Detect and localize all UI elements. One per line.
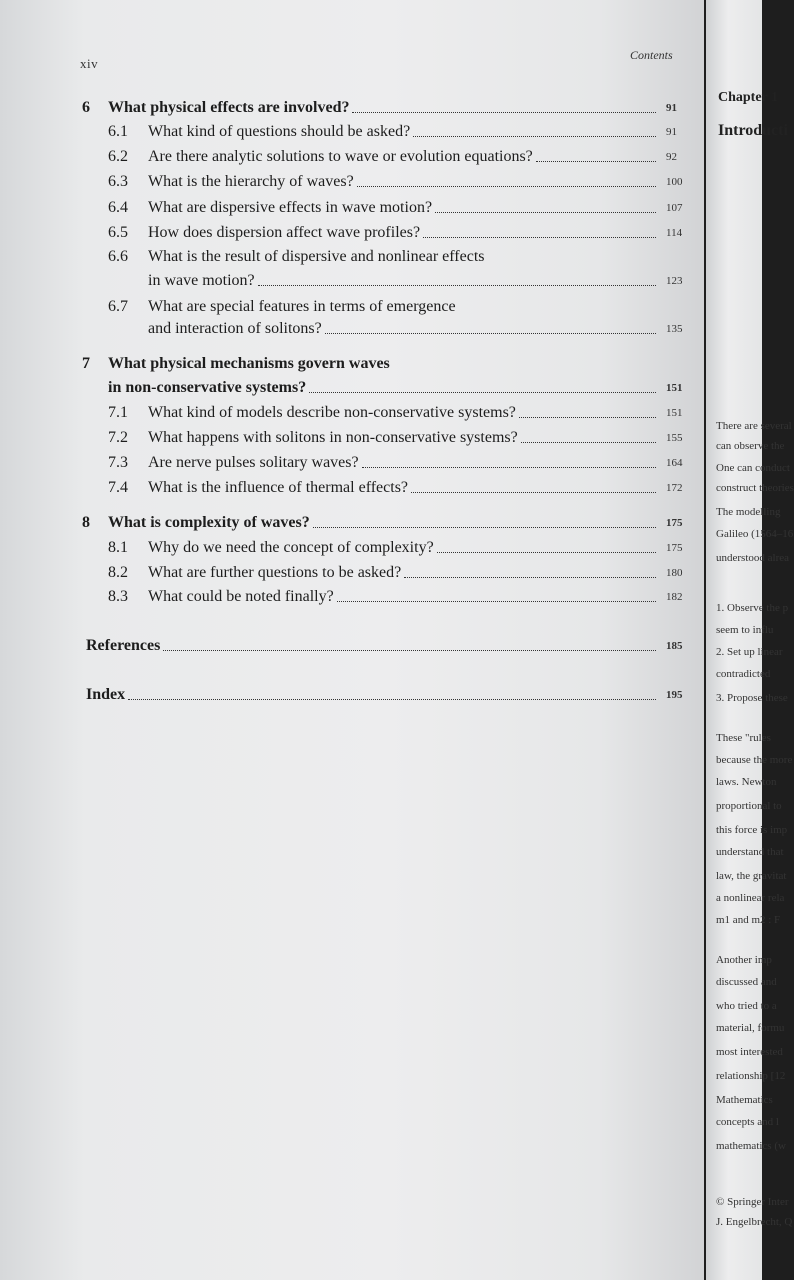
- leader-dots: [325, 318, 656, 334]
- right-page-line: concepts and l: [716, 1116, 779, 1128]
- toc-title-wrap: [86, 635, 662, 657]
- chapter-title: What is complexity of waves?: [108, 514, 310, 531]
- toc-title-wrap: [148, 427, 662, 449]
- toc-row[interactable]: [0, 296, 690, 318]
- leader-dots: [423, 222, 656, 238]
- right-page-line: law, the gravitat: [716, 870, 787, 882]
- right-page-line: relationship [12: [716, 1070, 786, 1082]
- toc-title-wrap: [86, 684, 662, 706]
- page-ref: 180: [666, 567, 683, 579]
- toc-row[interactable]: [0, 402, 690, 424]
- section-number: 6.6: [108, 248, 128, 265]
- leader-dots: [163, 635, 656, 651]
- page-ref: 100: [666, 176, 683, 188]
- page-ref: 151: [666, 382, 683, 394]
- page-ref: 151: [666, 407, 683, 419]
- right-page-line: These "rules: [716, 732, 771, 744]
- page-ref: 175: [666, 542, 683, 554]
- toc-title-wrap: [148, 270, 662, 292]
- chapter-number: 8: [82, 514, 90, 531]
- right-page-line: laws. Newton: [716, 776, 777, 788]
- toc-row-continuation[interactable]: [0, 270, 690, 292]
- section-title: What is the hierarchy of waves?: [148, 173, 354, 190]
- leader-dots: [357, 171, 656, 187]
- section-number: 7.4: [108, 479, 128, 496]
- toc-row[interactable]: [0, 452, 690, 474]
- right-page-line: a nonlinear rela: [716, 892, 785, 904]
- section-number: 6.7: [108, 298, 128, 315]
- page-number: xiv: [80, 56, 99, 71]
- page-ref: 185: [666, 640, 683, 652]
- toc-title-wrap: [148, 146, 662, 168]
- page-ref: 91: [666, 102, 677, 114]
- right-page-line: most interested: [716, 1046, 783, 1058]
- leader-dots: [313, 512, 656, 528]
- section-title: What kind of models describe non-conservative systems?: [148, 404, 516, 421]
- right-page-line: One can conduct: [716, 462, 790, 474]
- section-number: 6.3: [108, 173, 128, 190]
- section-number: 7.1: [108, 404, 128, 421]
- leader-dots: [435, 197, 656, 213]
- section-title: What kind of questions should be asked?: [148, 123, 411, 140]
- toc-row-continuation[interactable]: [0, 377, 690, 399]
- toc-row[interactable]: [0, 171, 690, 193]
- section-number: 8.1: [108, 539, 128, 556]
- section-title: What is the result of dispersive and nonlinear effects: [148, 248, 485, 265]
- right-page-line: construct theories: [716, 482, 794, 494]
- toc-title-wrap: [148, 562, 662, 584]
- toc-title-wrap: [108, 512, 662, 534]
- toc-title-wrap: [108, 97, 662, 119]
- toc-title-wrap: [148, 477, 662, 499]
- right-page-line: © Springer Inter: [716, 1196, 789, 1208]
- toc-title-wrap: [148, 246, 484, 268]
- right-page-line: Mathematics: [716, 1094, 773, 1106]
- right-page-line: m1 and m2 : F: [716, 914, 781, 926]
- toc-title-wrap: [148, 318, 662, 340]
- right-page-line: mathematics (w: [716, 1140, 786, 1152]
- toc-title-wrap: [148, 296, 456, 318]
- section-number: 8.2: [108, 564, 128, 581]
- toc-title-wrap: [148, 452, 662, 474]
- chapter-number: 7: [82, 355, 90, 372]
- page-ref: 195: [666, 689, 683, 701]
- toc-row[interactable]: [0, 562, 690, 584]
- toc-row[interactable]: [0, 512, 690, 534]
- right-page-line: 3. Propose these: [716, 692, 788, 704]
- right-page-line: seem to influ: [716, 624, 774, 636]
- page-ref: 92: [666, 151, 677, 163]
- chapter-number: 6: [82, 99, 90, 116]
- leader-dots: [404, 562, 656, 578]
- leader-dots: [519, 402, 656, 418]
- page-ref: 164: [666, 457, 683, 469]
- toc-row[interactable]: [0, 246, 690, 268]
- right-page-line: understood alrea: [716, 552, 789, 564]
- chapter-title: Introducti: [718, 122, 788, 139]
- chapter-title-continued: in non-conservative systems?: [108, 379, 307, 396]
- right-page-line: can observe the: [716, 440, 785, 452]
- section-number: 7.2: [108, 429, 128, 446]
- leader-dots: [258, 270, 656, 286]
- right-page-line: 1. Observe the p: [716, 602, 789, 614]
- toc-row[interactable]: [0, 635, 690, 657]
- toc-row[interactable]: [0, 353, 690, 375]
- leader-dots: [337, 586, 656, 602]
- page-ref: 172: [666, 482, 683, 494]
- toc-row[interactable]: [0, 197, 690, 219]
- section-number: 6.1: [108, 123, 128, 140]
- right-page-line: Galileo (1564–16: [716, 528, 794, 540]
- right-page-line: There are several: [716, 420, 792, 432]
- section-title: What happens with solitons in non-conservative systems?: [148, 429, 518, 446]
- section-number: 8.3: [108, 588, 128, 605]
- section-title: Are nerve pulses solitary waves?: [148, 454, 359, 471]
- toc-row[interactable]: [0, 537, 690, 559]
- leader-dots: [128, 684, 656, 700]
- section-number: 6.4: [108, 199, 128, 216]
- toc-title-wrap: [108, 353, 390, 375]
- section-title: What are further questions to be asked?: [148, 564, 402, 581]
- page-ref: 107: [666, 202, 683, 214]
- page-ref: 175: [666, 517, 683, 529]
- section-title: What could be noted finally?: [148, 588, 334, 605]
- toc-row-continuation[interactable]: [0, 318, 690, 340]
- toc-title-wrap: [148, 222, 662, 244]
- right-page-edge: [706, 0, 794, 1280]
- toc-row[interactable]: [0, 586, 690, 608]
- right-page-line: J. Engelbrecht, Q: [716, 1216, 793, 1228]
- toc-row[interactable]: [0, 146, 690, 168]
- toc-title-wrap: [148, 121, 662, 143]
- page-ref: 182: [666, 591, 683, 603]
- section-number: 7.3: [108, 454, 128, 471]
- page-ref: 135: [666, 323, 683, 335]
- section-title-continued: and interaction of solitons?: [148, 320, 322, 337]
- toc-title-wrap: [148, 171, 662, 193]
- leader-dots: [411, 477, 656, 493]
- section-title: Why do we need the concept of complexity?: [148, 539, 434, 556]
- toc-row[interactable]: [0, 121, 690, 143]
- chapter-title: What physical mechanisms govern waves: [108, 355, 390, 372]
- right-page-line: understand that: [716, 846, 784, 858]
- leader-dots: [536, 146, 656, 162]
- toc-row[interactable]: [0, 684, 690, 706]
- toc-title-wrap: [108, 377, 662, 399]
- right-page-line: proportional to: [716, 800, 782, 812]
- page-ref: 114: [666, 227, 683, 239]
- right-page-line: 2. Set up linear: [716, 646, 783, 658]
- toc-title-wrap: [148, 402, 662, 424]
- section-title: What is the influence of thermal effects?: [148, 479, 409, 496]
- toc-row[interactable]: [0, 222, 690, 244]
- chapter-title: What physical effects are involved?: [108, 99, 350, 116]
- leader-dots: [362, 452, 656, 468]
- toc-title-wrap: [148, 586, 662, 608]
- section-number: 6.2: [108, 148, 128, 165]
- right-page-line: who tried to a: [716, 1000, 777, 1012]
- right-page-line: material, formu: [716, 1022, 785, 1034]
- right-page-line: this force is imp: [716, 824, 788, 836]
- toc-title-wrap: [148, 197, 662, 219]
- page-ref: 155: [666, 432, 683, 444]
- toc-row[interactable]: [0, 477, 690, 499]
- leader-dots: [413, 121, 656, 137]
- references-title: References: [86, 637, 161, 654]
- right-page-line: contradicted: [716, 668, 771, 680]
- leader-dots: [352, 97, 656, 113]
- section-number: 6.5: [108, 224, 128, 241]
- toc-row[interactable]: [0, 97, 690, 119]
- right-page-line: because the more: [716, 754, 793, 766]
- running-head: Contents: [630, 48, 673, 62]
- section-title: What are dispersive effects in wave motion?: [148, 199, 433, 216]
- toc-row[interactable]: [0, 427, 690, 449]
- chapter-label: Chapter 1: [718, 90, 779, 105]
- right-page-line: The modelling: [716, 506, 781, 518]
- leader-dots: [437, 537, 656, 553]
- section-title-continued: in wave motion?: [148, 272, 255, 289]
- section-title: How does dispersion affect wave profiles?: [148, 224, 421, 241]
- leader-dots: [309, 377, 656, 393]
- section-title: Are there analytic solutions to wave or evolution equations?: [148, 148, 533, 165]
- toc-title-wrap: [148, 537, 662, 559]
- index-title: Index: [86, 686, 126, 703]
- page-ref: 123: [666, 275, 683, 287]
- right-page-line: discussed and: [716, 976, 777, 988]
- right-page-line: Another imp: [716, 954, 772, 966]
- section-title: What are special features in terms of emergence: [148, 298, 456, 315]
- page-ref: 91: [666, 126, 677, 138]
- leader-dots: [521, 427, 656, 443]
